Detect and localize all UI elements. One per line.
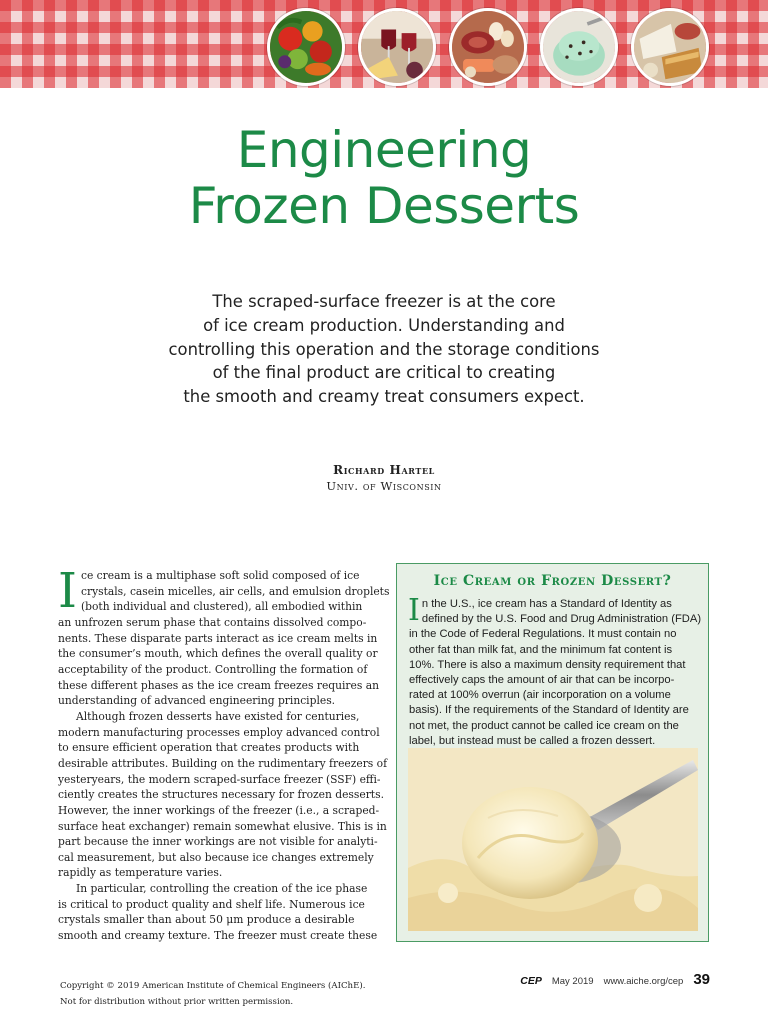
text-line: desirable attributes. Building on the rudimentary freezers of	[58, 756, 388, 770]
article-title	[0, 122, 768, 234]
text-line: defined by the U.S. Food and Drug Administration (FDA)	[421, 613, 702, 626]
body-paragraph	[58, 709, 388, 881]
copyright-line: Not for distribution without prior written permission.	[60, 996, 294, 1007]
mint-ice-cream-photo	[540, 8, 618, 86]
text-line: n the U.S., ice cream has a Standard of Identity as	[421, 598, 672, 610]
body-paragraph	[58, 563, 390, 709]
text-line: an unfrozen serum phase that contains dissolved compo-	[58, 615, 367, 629]
gingham-banner	[0, 0, 768, 91]
title-line: Frozen Desserts	[188, 177, 580, 235]
page-number: 39	[693, 971, 710, 988]
text-line: However, the inner workings of the freezer (i.e., a scraped-	[58, 803, 380, 817]
text-line: ciently creates the structures necessary for frozen desserts.	[58, 788, 384, 802]
text-line: these different phases as the ice cream freezes requires an	[58, 678, 379, 692]
text-line: understanding of advanced engineering principles.	[58, 694, 336, 708]
deck-line: controlling this operation and the storage conditions	[168, 339, 600, 359]
text-line: acceptability of the product. Controlling the formation of	[58, 662, 368, 676]
body-paragraph	[58, 881, 378, 944]
sidebar-box	[396, 563, 709, 942]
text-line: 10%. There is also a maximum density requirement that	[409, 658, 686, 671]
text-line: to ensure efficient operation that creates products with	[58, 741, 360, 755]
cheese-bread-photo	[631, 8, 709, 86]
ice-cream-scoop-photo	[408, 748, 698, 931]
page-folio	[520, 971, 710, 987]
meat-eggs-photo	[449, 8, 527, 86]
text-line: nents. These disparate parts interact as ice cream melts in	[58, 631, 378, 645]
deck-line: The scraped-surface freezer is at the core	[212, 292, 556, 311]
byline	[0, 462, 768, 494]
sidebar-text	[408, 593, 705, 749]
text-line: part because the inner workings are not visible for analyti-	[58, 835, 378, 849]
article-deck	[124, 290, 644, 409]
text-line: ce cream is a multiphase soft solid composed of ice	[80, 569, 360, 582]
deck-line: of ice cream production. Understanding and	[203, 315, 565, 335]
drop-cap: I	[408, 593, 420, 628]
author-affiliation: Univ. of Wisconsin	[326, 479, 442, 493]
issue-date: May 2019	[551, 976, 594, 987]
text-line: modern manufacturing processes employ advanced control	[58, 725, 380, 739]
text-line: rated at 100% overrun (air incorporation on a volume	[409, 689, 671, 702]
copyright-notice	[60, 979, 365, 1010]
text-line: in the Code of Federal Regulations. It must contain no	[409, 628, 677, 641]
copyright-line: Copyright © 2019 American Institute of Chemical Engineers (AIChE).	[60, 981, 366, 991]
text-line: In particular, controlling the creation of the ice phase	[76, 882, 368, 896]
text-line: basis). If the requirements of the Standard of Identity are	[409, 704, 689, 717]
text-line: rapidly as temperature varies.	[58, 866, 223, 880]
wine-cheese-photo	[358, 8, 436, 86]
fruits-vegetables-photo	[267, 8, 345, 86]
text-line: effectively caps the amount of air that can be incorpo-	[409, 674, 675, 687]
body-text-column	[58, 563, 390, 944]
text-line: crystals smaller than about 50 μm produce a desirable	[58, 913, 355, 927]
text-line: surface heat exchanger) remain somewhat elusive. This is in	[58, 819, 387, 833]
text-line: (both individual and clustered), all embodied within	[80, 600, 363, 614]
text-line: yesteryears, the modern scraped-surface freezer (SSF) effi-	[58, 772, 381, 786]
sidebar-title: Ice Cream or Frozen Dessert?	[433, 573, 672, 589]
text-line: other fat than milk fat, and the minimum fat content is	[409, 643, 673, 656]
journal-name: CEP	[520, 975, 542, 987]
text-line: crystals, casein micelles, air cells, and emulsion droplets	[80, 584, 390, 598]
text-line: Although frozen desserts have existed for centuries,	[76, 709, 360, 723]
text-line: cal measurement, but also because ice changes extremely	[58, 850, 374, 864]
text-line: is critical to product quality and shelf life. Numerous ice	[58, 897, 365, 911]
deck-line: of the final product are critical to creating	[212, 363, 556, 383]
deck-line: the smooth and creamy treat consumers expect.	[183, 387, 585, 407]
text-line: label, but instead must be called a frozen dessert.	[409, 734, 656, 747]
text-line: not met, the product cannot be called ice cream on the	[409, 719, 679, 732]
title-line: Engineering	[236, 121, 532, 179]
journal-url[interactable]: www.aiche.org/cep	[603, 976, 684, 987]
text-line: the consumer’s mouth, which defines the overall quality or	[58, 647, 378, 661]
drop-cap: I	[58, 563, 77, 619]
author-name: Richard Hartel	[333, 463, 435, 477]
text-line: smooth and creamy texture. The freezer must create these	[58, 929, 378, 943]
